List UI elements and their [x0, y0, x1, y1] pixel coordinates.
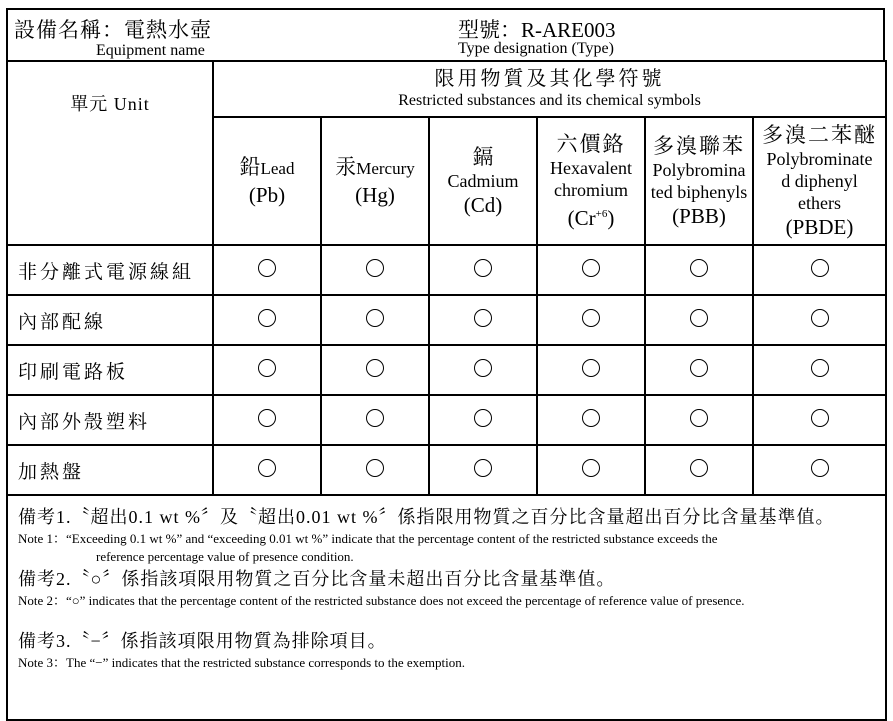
substance-cadmium	[429, 117, 537, 245]
circle-icon	[582, 309, 600, 327]
substance-lead-en: Lead	[260, 159, 295, 178]
substance-pbb-en2: ted biphenyls	[650, 182, 748, 202]
mark-cell	[753, 395, 886, 445]
substance-pbde-en2: d diphenyl	[781, 171, 858, 191]
row-label: 印刷電路板	[7, 345, 213, 395]
row-label: 加熱盤	[7, 445, 213, 495]
substance-cadmium-symbol: (Cd)	[463, 193, 503, 217]
mark-cell	[537, 245, 645, 295]
restricted-header-zh: 限用物質及其化學符號	[434, 68, 665, 90]
substance-lead	[213, 117, 321, 245]
header-row	[6, 8, 885, 60]
circle-icon	[474, 409, 492, 427]
type-designation-zh: 型號：R-ARE003	[458, 18, 616, 42]
substance-cr6-zh: 六價鉻	[556, 132, 626, 156]
mark-cell	[537, 345, 645, 395]
circle-icon	[258, 359, 276, 377]
substance-mercury-zh: 汞	[335, 155, 357, 179]
substance-mercury	[321, 117, 429, 245]
mark-cell	[213, 345, 321, 395]
mark-cell	[429, 345, 537, 395]
circle-icon	[474, 309, 492, 327]
row-label: 非分離式電源線組	[7, 245, 213, 295]
mark-cell	[321, 245, 429, 295]
circle-icon	[690, 259, 708, 277]
circle-icon	[690, 459, 708, 477]
circle-icon	[258, 409, 276, 427]
table-row	[7, 445, 886, 495]
mark-cell	[213, 395, 321, 445]
circle-icon	[474, 459, 492, 477]
equipment-name-zh: 設備名稱：電熱水壺	[14, 18, 212, 42]
substance-cadmium-zh: 鎘	[472, 145, 494, 169]
table-row	[7, 345, 886, 395]
circle-icon	[258, 459, 276, 477]
mark-cell	[645, 445, 753, 495]
substance-pbde	[753, 117, 886, 245]
substance-lead-symbol: (Pb)	[248, 183, 286, 207]
circle-icon	[258, 259, 276, 277]
substance-pbb-symbol: (PBB)	[672, 204, 726, 228]
substance-pbde-zh: 多溴二苯醚	[762, 123, 877, 147]
circle-icon	[366, 359, 384, 377]
mark-cell	[213, 295, 321, 345]
circle-icon	[582, 359, 600, 377]
mark-cell	[753, 345, 886, 395]
circle-icon	[811, 259, 829, 277]
row-label: 內部外殼塑料	[7, 395, 213, 445]
substance-pbb	[645, 117, 753, 245]
circle-icon	[366, 409, 384, 427]
note-2-zh: 備考2.〝○〞係指該項限用物質之百分比含量未超出百分比含量基準值。	[18, 569, 616, 589]
mark-cell	[645, 345, 753, 395]
substance-hexavalent-chromium	[537, 117, 645, 245]
mark-cell	[429, 245, 537, 295]
circle-icon	[811, 359, 829, 377]
note-3-en: Note 3：The “−” indicates that the restricted substance corresponds to the exemption.	[18, 655, 466, 670]
mark-cell	[537, 295, 645, 345]
notes-section	[7, 495, 886, 720]
mark-cell	[537, 395, 645, 445]
mark-cell	[321, 395, 429, 445]
unit-header: 單元 Unit	[7, 61, 213, 245]
mark-cell	[429, 445, 537, 495]
table-row	[7, 295, 886, 345]
mark-cell	[753, 445, 886, 495]
substance-pbde-symbol: (PBDE)	[785, 215, 854, 239]
mark-cell	[537, 445, 645, 495]
circle-icon	[258, 309, 276, 327]
note-1-en: Note 1：“Exceeding 0.1 wt %” and “exceeding 0.01 wt %” indicate that the percentage content of the restricted substance exceeds the	[18, 531, 718, 546]
substance-pbde-en3: ethers	[798, 193, 841, 213]
circle-icon	[690, 309, 708, 327]
substance-cr6-en2: chromium	[554, 180, 628, 200]
substance-pbb-zh: 多溴聯苯	[653, 134, 745, 158]
circle-icon	[366, 309, 384, 327]
note-1-zh: 備考1.〝超出0.1 wt %〞及〝超出0.01 wt %〞係指限用物質之百分比含量超出百分比含量基準值。	[18, 507, 835, 527]
table-row	[7, 395, 886, 445]
circle-icon	[690, 359, 708, 377]
substance-mercury-symbol: (Hg)	[355, 183, 395, 207]
mark-cell	[321, 445, 429, 495]
mark-cell	[429, 395, 537, 445]
circle-icon	[582, 259, 600, 277]
mark-cell	[213, 245, 321, 295]
substance-cr6-en1: Hexavalent	[550, 158, 632, 178]
mark-cell	[753, 295, 886, 345]
mark-cell	[321, 345, 429, 395]
substance-cadmium-en: Cadmium	[447, 171, 519, 191]
note-3-zh: 備考3.〝−〞係指該項限用物質為排除項目。	[18, 631, 387, 651]
equipment-name-en: Equipment name	[96, 42, 205, 59]
circle-icon	[366, 259, 384, 277]
restricted-header-en: Restricted substances and its chemical symbols	[398, 92, 701, 109]
mark-cell	[645, 245, 753, 295]
circle-icon	[366, 459, 384, 477]
circle-icon	[474, 259, 492, 277]
circle-icon	[474, 359, 492, 377]
note-2-en: Note 2：“○” indicates that the percentage content of the restricted substance does not exceed the percentage of reference value of presence.	[18, 593, 745, 608]
circle-icon	[582, 459, 600, 477]
substance-cr6-symbol: $(Cr^{+6})$	[567, 206, 615, 230]
circle-icon	[690, 409, 708, 427]
mark-cell	[645, 295, 753, 345]
table-row	[7, 245, 886, 295]
mark-cell	[753, 245, 886, 295]
mark-cell	[645, 395, 753, 445]
substance-pbb-en1: Polybromina	[652, 160, 746, 180]
restricted-substances-table	[6, 60, 887, 721]
type-designation-en: Type designation (Type)	[458, 40, 614, 57]
circle-icon	[582, 409, 600, 427]
circle-icon	[811, 409, 829, 427]
substance-mercury-en: Mercury	[356, 159, 415, 178]
mark-cell	[429, 295, 537, 345]
restricted-substances-header	[213, 61, 886, 117]
mark-cell	[213, 445, 321, 495]
circle-icon	[811, 309, 829, 327]
note-1-en-continued: reference percentage value of presence condition.	[96, 549, 354, 564]
mark-cell	[321, 295, 429, 345]
row-label: 內部配線	[7, 295, 213, 345]
substance-pbde-en1: Polybrominate	[766, 149, 873, 169]
circle-icon	[811, 459, 829, 477]
substance-lead-zh: 鉛	[239, 155, 261, 179]
